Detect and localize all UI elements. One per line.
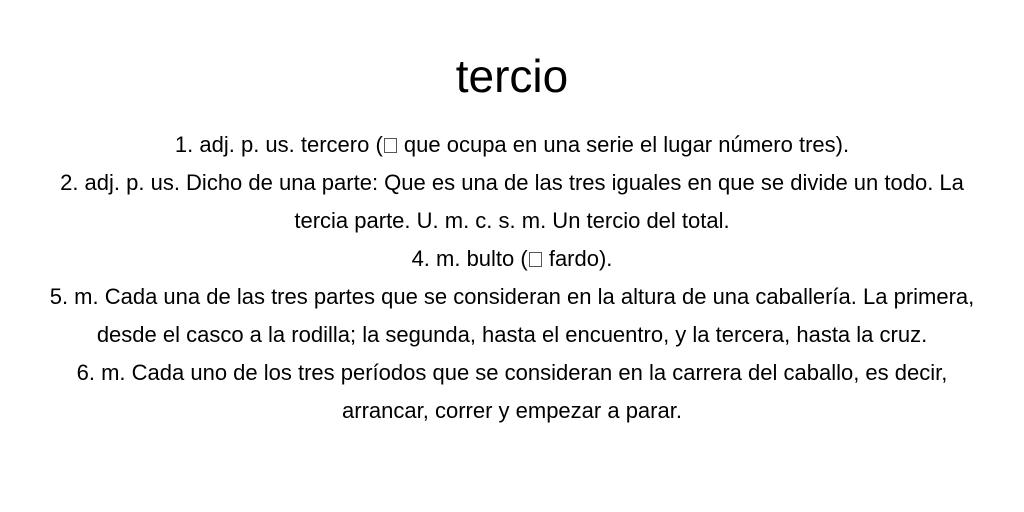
- headword: tercio: [455, 50, 569, 102]
- definition-1-text-before: 1. adj. p. us. tercero (: [174, 132, 383, 157]
- definition-2: 2. adj. p. us. Dicho de una parte: Que es una de las tres iguales en que se divide un todo. La tercia parte. U. m. c. s. m. Un tercio del total.: [60, 170, 964, 233]
- definition-4-text-before: 4. m. bulto (: [411, 246, 528, 271]
- missing-glyph-icon: [529, 252, 542, 267]
- definition-6: 6. m. Cada uno de los tres períodos que se consideran en la carrera del caballo, es decir, arrancar, correr y empezar a parar.: [76, 360, 948, 423]
- definition-4: [40, 240, 984, 278]
- definition-4-text-after: fardo).: [542, 246, 613, 271]
- definition-1: [40, 126, 984, 164]
- definition-5: 5. m. Cada una de las tres partes que se consideran en la altura de una caballería. La primera, desde el casco a la rodilla; la segunda, hasta el encuentro, y la tercera, hasta la cruz.: [49, 284, 975, 347]
- missing-glyph-icon: [384, 138, 397, 153]
- definition-1-text-after: que ocupa en una serie el lugar número tres).: [397, 132, 850, 157]
- definitions-list: [40, 126, 984, 430]
